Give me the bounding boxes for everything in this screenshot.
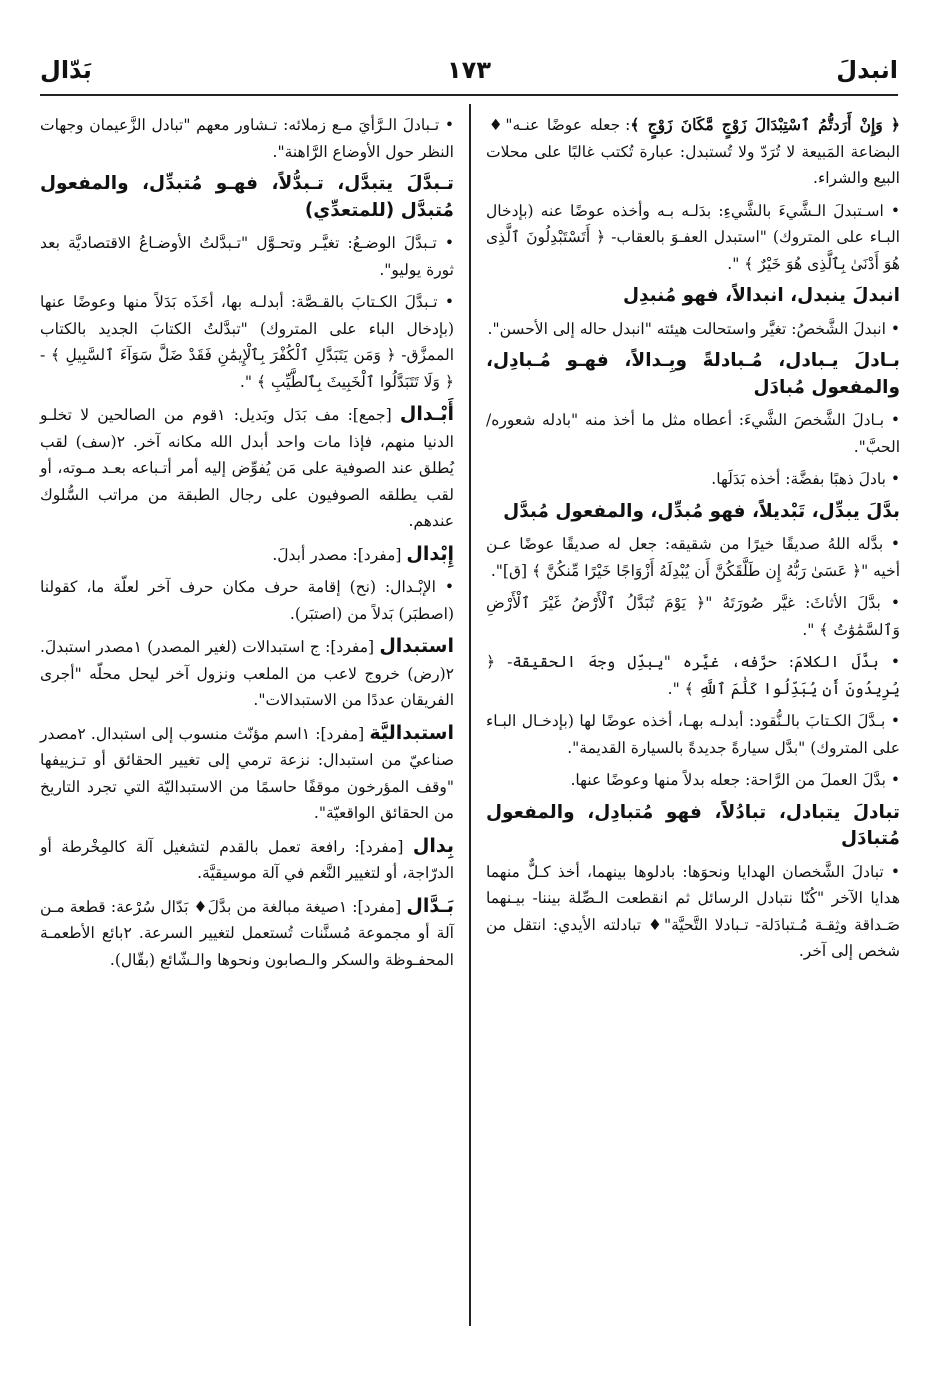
entry-definition: [جمع]: مف بَدَل وبَديل: ١قوم من الصالحين لا تخلـو الدنيا منهم، فإذا مات واحد أبدل الله مكانه آخر. ٢(سف) لقب يُطلق عند الصوفية على مَن يُفوِّض إليه أمر أتـباعه بعـد مـوته، أو لقب يطلقه الصوفيون على رجال الطبقة من مراتب السُّلوك عندهم. [40, 406, 454, 530]
entry-definition: • اسـتبدلَ الـشَّيءَ بالشَّيءِ: بدَلـه بـه وأخذه عوضًا عنه (بإدخال البـاء على المتروك) "استبدل العفـوَ بالعقاب- ﴿ أَتَسْتَبْدِلُونَ ٱلَّذِى هُوَ أَدْنَىٰ بِٱلَّذِى هُوَ خَيْرٌ ﴾ ". [486, 201, 900, 273]
entry-definition: • بـادلَ الشَّخصَ الشَّيءَ: أعطاه مثل ما أخذ منه "بادله شعوره/ الحبَّ". [486, 411, 900, 456]
verb-conjugation-head: بـادلَ يـبادل، مُـبادلةً وبِـدالاً، فهـو مُـبادِل، والمفعول مُبادَل [486, 350, 900, 398]
entry-definition: [مفرد]: ١اسم مؤنّث منسوب إلى استبدال. ٢مصدر صناعيّ من استبدال: نزعة ترمي إلى تغيير الحقائق أو تـزييفها "وقف المؤرخون موقفًا حاسمًا من الاستبداليّة التي تجرد التاريخ من الحقائق الواقعيّة". [40, 724, 454, 822]
header-first-word: انبدلَ [836, 56, 898, 84]
dictionary-entry [486, 407, 900, 460]
entry-headword: إِبْدال [406, 542, 454, 565]
dictionary-entry [486, 316, 900, 343]
dictionary-entry [40, 541, 454, 569]
dictionary-entry [40, 720, 454, 827]
entry-definition: • بدَّلَ العملَ من الرَّاحة: جعله بدلاً منها وعوضًا عنها. [570, 771, 900, 789]
entry-definition: • بدَّلَ الأثاثَ: غيَّر صُورَتَهُ "﴿ يَوْمَ تُبَدَّلُ ٱلْأَرْضُ غَيْرَ ٱلْأَرْضِ وَٱلسَّمَٰوَٰتُ ﴾ ". [486, 594, 900, 639]
entry-headword-line [40, 171, 454, 224]
dictionary-entry [40, 574, 454, 627]
page-number: ١٧٣ [447, 56, 491, 84]
entry-definition: • بـدَّلَ الكـتابَ بالـنُّقود: أبدلـه بهـا، أخذه عوضًا لها (بإدخـال البـاء على المتروك) "بدَّل سيارةً جديدةً بالسيارة القديمة". [486, 712, 900, 757]
entry-headword-line [486, 283, 900, 310]
dictionary-entry [486, 649, 900, 702]
dictionary-entry [40, 289, 454, 395]
dictionary-entry [40, 112, 454, 165]
entry-headword-line [486, 499, 900, 526]
dictionary-entry [40, 893, 454, 974]
entry-definition: • بادلَ ذهبًا بفضَّة: أخذه بَدَلَها. [711, 470, 900, 488]
entry-headword: استبداليَّة [369, 721, 454, 744]
entry-definition: • تـبدَّلَ الكـتابَ بالقـصَّة: أبدلـه بها، أخَذَه بَدَلاً منها وعوضًا عنها (بإدخال الباء على المتروك) "تبدَّلتُ الكتابَ الجديد بالكتاب الممزَّق- ﴿ وَمَن يَتَبَدَّلِ ٱلْكُفْرَ بِٱلْإِيمَٰنِ فَقَدْ ضَلَّ سَوَآءَ ٱلسَّبِيلِ ﴾ - ﴿ وَلَا تَتَبَدَّلُوا ٱلْخَبِيثَ بِٱلطَّيِّبِ ﴾ ". [40, 293, 454, 391]
dictionary-entry [40, 401, 454, 535]
entry-definition: • الإبْـدال: (نح) إقامة حرف مكان حرف آخر لعلّة ما، كقولنا (اصطبَر) بَدلاً من (اصتبَر). [40, 578, 454, 623]
dictionary-entry [486, 708, 900, 761]
verb-conjugation-head: انبدلَ ينبدل، انبدالاً، فهو مُنبدِل [622, 285, 900, 306]
dictionary-entry [486, 198, 900, 278]
entry-definition: [مفرد]: مصدر أبدلَ. [272, 545, 407, 564]
header-last-word: بَدّال [40, 56, 92, 84]
header-rule [40, 94, 898, 96]
entry-headword: أَبْـدال [399, 403, 455, 425]
entry-headword: ﴿ وَإِنْ أَرَدتُّمُ ٱسْتِبْدَالَ زَوْجٍ مَّكَانَ زَوْجٍ ﴾ [630, 115, 901, 134]
entry-definition: : جعله عوضًا عنـه"♦ البضاعة المَبيعة لا تُرَدّ ولا تُستبدل: عبارة تُكتب غالبًا على محلات البيع والشراء. [486, 116, 900, 187]
dictionary-entry [486, 859, 900, 965]
dictionary-entry [40, 633, 454, 714]
dictionary-entry [486, 767, 900, 794]
left-column [40, 112, 454, 979]
verb-conjugation-head: تبادلَ يتبادل، تبادُلاً، فهو مُتبادِل، والمفعول مُتبادَل [486, 801, 900, 849]
entry-definition: • بدَّلَ الكلامَ: حرَّفه، غيَّره "يبدِّل وجهَ الحقيقة- ﴿ يُرِيدُونَ أَن يُبَدِّلُوا كَلَٰمَ ٱللَّهِ ﴾ ". [486, 653, 900, 698]
page-header [40, 52, 898, 92]
entry-definition: • تـبادلَ الـرَّأيَ مـع زملائه: تـشاور معهم "تبادل الزَّعيمان وجهات النظر حول الأوضاع الرَّاهنة". [40, 116, 454, 161]
dictionary-entry [486, 531, 900, 584]
column-divider [469, 104, 471, 1326]
entry-definition: • تبادلَ الشَّخصان الهدايا ونحوَها: بادلوها بينهما، أخذ كـلٌّ منهما هدايا الآخر "كُنّا نتبادل الرسائل ثم انقطعت الـصِّلة بيننا- بيـنهما صَـداقة وثِقـة مُـتبادَلة- تـبادلا التَّحيَّة"♦ تبادلته الأيدي: انتقل من شخص إلى آخر. [486, 862, 900, 960]
dictionary-entry [486, 466, 900, 493]
dictionary-entry [40, 833, 454, 887]
entry-definition: • انبدلَ الشَّخصُ: تغيَّر واستحالت هيئته "انبدل حاله إلى الأحسن". [487, 319, 900, 338]
entry-definition: • تـبدَّلَ الوضـعُ: تغيَّـر وتحـوَّل "تـبدَّلتُ الأوضـاعُ الاقتصاديَّة بعد ثورة يوليو". [40, 234, 454, 279]
dictionary-entry [40, 230, 454, 283]
entry-headword-line [486, 348, 900, 401]
entry-definition: [مفرد]: ج استبدالات (لغير المصدر) ١مصدر استبدلَ. ٢(رض) خروج لاعب من الملعب ونزول آخر ليحل محلّه "أجرى الفريقان عددًا من الاستبدالات". [40, 638, 454, 709]
entry-headword-line [486, 800, 900, 853]
entry-definition: [مفرد]: ١صيغة مبالغة من بدَّلَ♦ بَدّال سُرْعة: قطعة مـن آلة أو مجموعة مُسنَّنات تُستعمل لتغيير السرعة. ٢بائع الأطعمـة المحفـوظة والسكر والـصابون ونحوها والـشّائع (بقّال). [40, 897, 454, 969]
entry-definition: • بدَّله اللهُ صديقًا خيرًا من شقيقه: جعل له صديقًا عوضًا عـن أخيه "﴿ عَسَىٰ رَبُّهُ إِن طَلَّقَكُنَّ أَن يُبْدِلَهُ أَزْوَاجًا خَيْرًا مِّنكُنَّ ﴾ [ق]". [486, 535, 900, 580]
entry-headword: استبدال [379, 635, 454, 657]
right-column [486, 112, 900, 971]
verb-conjugation-head: تـبدَّلَ يتبدَّل، تـبدُّلاً، فهـو مُتبدِّل، والمفعول مُتبدَّل (للمتعدِّي) [40, 173, 454, 221]
dictionary-entry [486, 112, 900, 192]
entry-definition: [مفرد]: رافعة تعمل بالقدم لتشغيل آلة كالمِخْرطة أو الدرّاجة، أو لتغيير النَّغم في آلة موسيقيَّة. [40, 837, 454, 882]
verb-conjugation-head: بدَّلَ يبدِّل، تَبْديلاً، فهو مُبدِّل، والمفعول مُبدَّل [503, 500, 900, 522]
entry-headword: بِدال [412, 834, 454, 857]
entry-headword: بَـدَّال [406, 894, 454, 917]
dictionary-entry [486, 590, 900, 643]
